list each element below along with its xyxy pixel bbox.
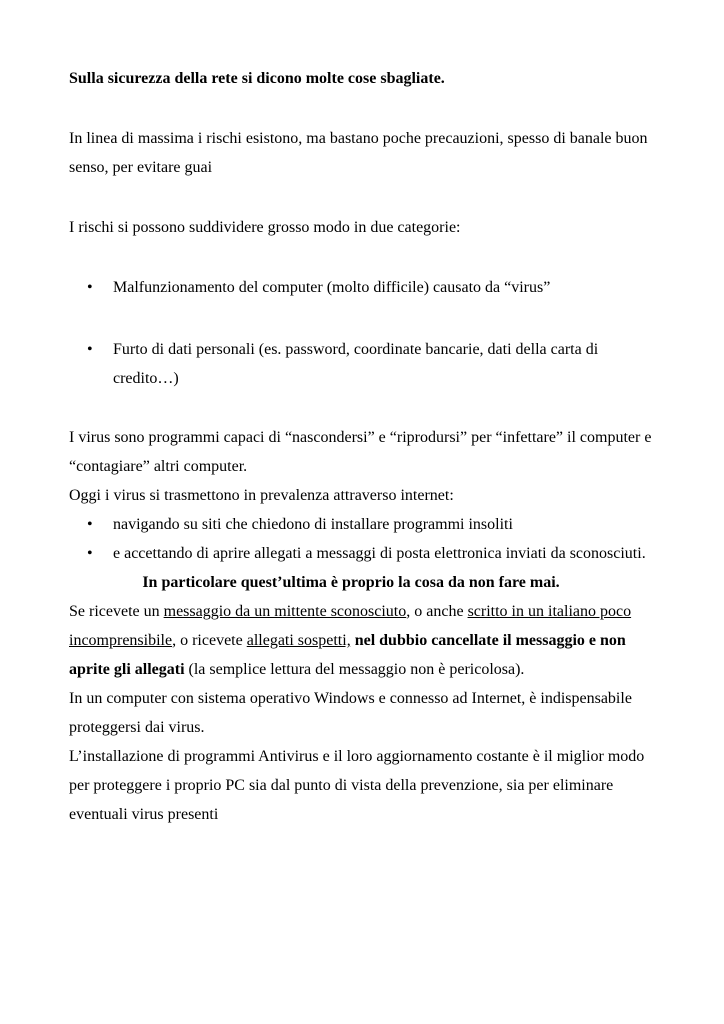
risk-categories-list bbox=[69, 273, 659, 393]
transmission-list bbox=[69, 510, 659, 568]
transmission-intro: Oggi i virus si trasmettono in prevalenza attraverso internet: bbox=[69, 487, 454, 504]
list-item-text: navigando su siti che chiedono di installare programmi insoliti bbox=[113, 516, 513, 533]
document-page bbox=[69, 64, 659, 829]
spacer bbox=[69, 242, 659, 273]
spacer bbox=[69, 182, 659, 213]
list-item bbox=[69, 273, 659, 302]
advice-text: , o anche bbox=[406, 603, 468, 620]
advice-underlined-text: scritto in un italiano poco incomprensibile bbox=[69, 603, 632, 649]
spacer bbox=[69, 93, 659, 124]
advice-underlined-text: messaggio da un mittente sconosciuto bbox=[163, 603, 407, 620]
bullet-icon: • bbox=[87, 279, 93, 296]
advice-text: (la semplice lettura del messaggio non è pericolosa). bbox=[184, 661, 525, 678]
categories-intro: I rischi si possono suddividere grosso modo in due categorie: bbox=[69, 219, 461, 236]
advice-underlined-text: allegati sospetti, bbox=[246, 632, 351, 649]
list-item bbox=[69, 335, 659, 393]
warning-text: In particolare quest’ultima è proprio la cosa da non fare mai. bbox=[142, 574, 560, 591]
list-item-text: Malfunzionamento del computer (molto difficile) causato da “virus” bbox=[113, 279, 551, 296]
advice-text: Se ricevete un bbox=[69, 603, 164, 620]
list-item bbox=[69, 539, 659, 568]
list-item-text: e accettando di aprire allegati a messaggi di posta elettronica inviati da sconosciuti. bbox=[113, 545, 646, 562]
virus-definition: I virus sono programmi capaci di “nascondersi” e “riprodursi” per “infettare” il computer e “contagiare” altri computer. bbox=[69, 429, 652, 475]
advice-paragraph bbox=[69, 597, 659, 684]
bullet-icon: • bbox=[87, 341, 93, 358]
list-item bbox=[69, 510, 659, 539]
bullet-icon: • bbox=[87, 516, 93, 533]
windows-note: In un computer con sistema operativo Windows e connesso ad Internet, è indispensabile proteggersi dai virus. bbox=[69, 690, 632, 736]
intro-paragraph: In linea di massima i rischi esistono, ma bastano poche precauzioni, spesso di banale buon senso, per evitare guai bbox=[69, 130, 648, 176]
bullet-icon: • bbox=[87, 545, 93, 562]
advice-text: , o ricevete bbox=[172, 632, 247, 649]
advice-bold-text: nel dubbio cancellate il messaggio e non aprite gli allegati bbox=[69, 632, 626, 678]
list-item-text: Furto di dati personali (es. password, coordinate bancarie, dati della carta di credito…) bbox=[113, 341, 599, 387]
spacer bbox=[69, 393, 659, 423]
antivirus-note: L’installazione di programmi Antivirus e il loro aggiornamento costante è il miglior modo per proteggere i proprio PC sia dal punto di vista della prevenzione, sia per eliminare eventuali virus presenti bbox=[69, 748, 645, 823]
document-title: Sulla sicurezza della rete si dicono molte cose sbagliate. bbox=[69, 70, 445, 87]
